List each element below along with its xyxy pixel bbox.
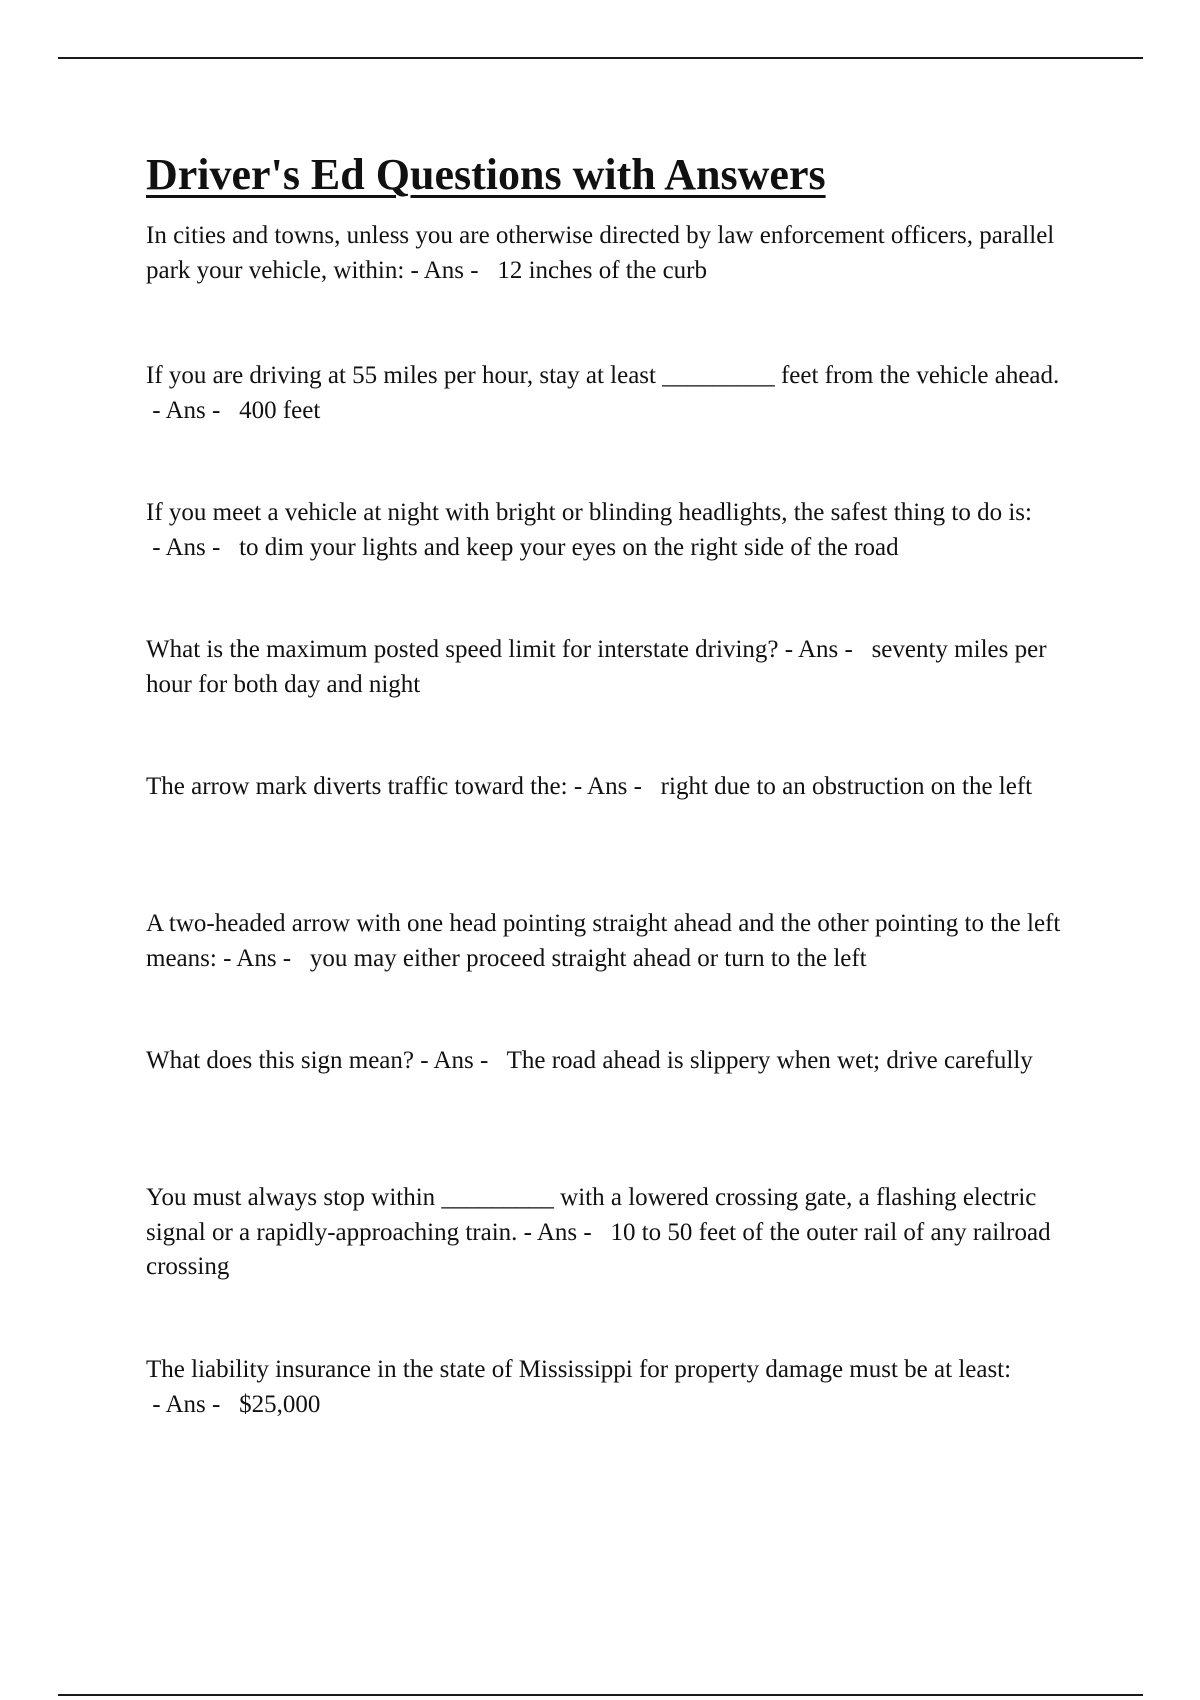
qa-item [146, 1044, 1096, 1079]
answer-separator: - Ans - [414, 1047, 507, 1074]
question-text: You must always stop within _________ with a lowered crossing gate, a flashing electric signal or a rapidly-approaching train. [146, 1184, 1037, 1246]
question-text: What does this sign mean? [146, 1047, 414, 1074]
page-title: Driver's Ed Questions with Answers [146, 150, 826, 199]
qa-item [146, 1353, 1096, 1422]
qa-item [146, 770, 1096, 805]
answer-separator: - Ans - [517, 1218, 611, 1246]
qa-item [146, 1181, 1096, 1285]
qa-item [146, 907, 1096, 976]
qa-item [146, 496, 1096, 565]
answer-separator: - Ans - [146, 1390, 240, 1418]
answer-text: $25,000 [239, 1390, 321, 1418]
qa-item [146, 219, 1096, 288]
question-text: The arrow mark diverts traffic toward the: [146, 773, 568, 800]
top-rule [58, 57, 1143, 59]
question-text: A two-headed arrow with one head pointing straight ahead and the other pointing to the left means: [146, 910, 1061, 972]
answer-separator: - Ans - [146, 533, 240, 561]
answer-text: seventy miles per hour for both day and night [146, 636, 1047, 698]
answer-text: you may either proceed straight ahead or turn to the left [309, 944, 867, 972]
answer-text: 400 feet [239, 396, 321, 424]
qa-item [146, 359, 1096, 428]
answer-separator: - Ans - [567, 773, 661, 800]
question-text: If you meet a vehicle at night with bright or blinding headlights, the safest thing to do is: [146, 499, 1032, 526]
answer-separator: - Ans - [146, 396, 240, 424]
answer-text: right due to an obstruction on the left [660, 773, 1033, 800]
answer-text: 12 inches of the curb [497, 256, 707, 284]
answer-separator: - Ans - [778, 636, 872, 663]
page-content [146, 145, 1096, 1418]
answer-separator: - Ans - [216, 944, 310, 972]
qa-item [146, 633, 1096, 702]
bottom-rule [58, 1694, 1143, 1696]
answer-text: to dim your lights and keep your eyes on the right side of the road [239, 533, 899, 561]
answer-text: The road ahead is slippery when wet; drive carefully [506, 1047, 1033, 1074]
answer-separator: - Ans - [404, 256, 498, 284]
question-text: If you are driving at 55 miles per hour, stay at least _________ feet from the vehicle ahead. [146, 362, 1060, 389]
answer-text: 10 to 50 feet of the outer rail of any railroad crossing [146, 1218, 1051, 1280]
question-text: In cities and towns, unless you are otherwise directed by law enforcement officers, parallel park your vehicle, within: [146, 222, 1055, 284]
question-text: What is the maximum posted speed limit for interstate driving? [146, 636, 779, 663]
question-text: The liability insurance in the state of Mississippi for property damage must be at least: [146, 1356, 1012, 1383]
